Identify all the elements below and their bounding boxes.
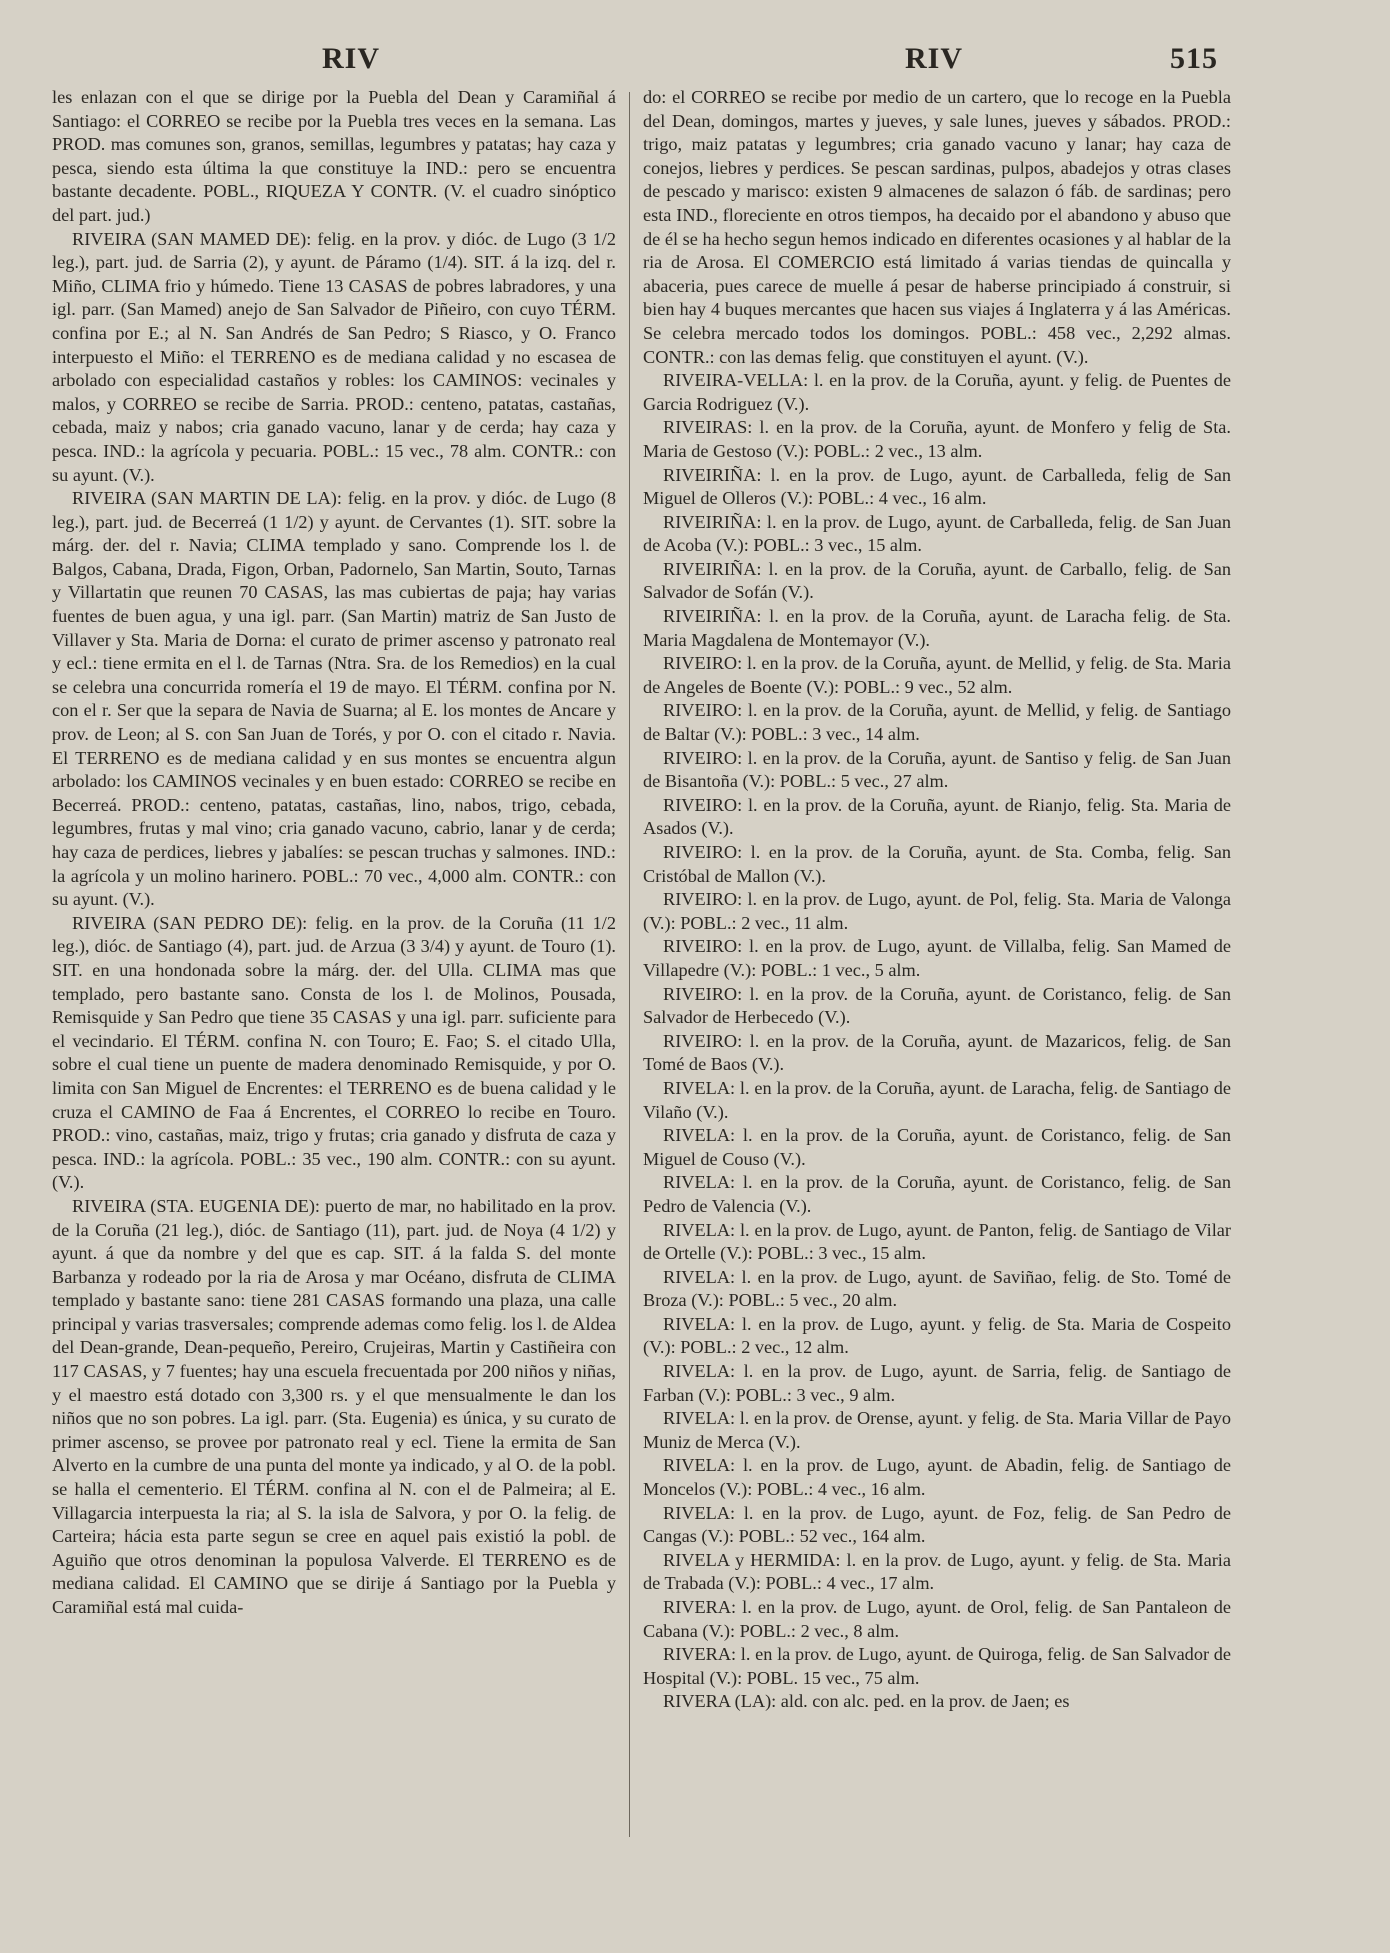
entry: RIVEIRO: l. en la prov. de Lugo, ayunt. de Villalba, felig. San Mamed de Villapedre (V.): POBL.: 1 vec., 5 alm.: [643, 936, 1231, 980]
entry: RIVERA: l. en la prov. de Lugo, ayunt. de Quiroga, felig. de San Salvador de Hospital (V.): POBL. 15 vec., 75 alm.: [643, 1644, 1231, 1688]
entry: RIVEIRA (SAN MAMED DE): felig. en la prov. y dióc. de Lugo (3 1/2 leg.), part. jud. de Sarria (2), y ayunt. de Páramo (1/4). SIT. á la izq. del r. Miño, CLIMA frio y húmedo. Tiene 13 CASAS de pobres labradores, y una igl. parr. (San Mamed) anejo de San Salvador de Piñeiro, con cuyo TÉRM. confina por E.; al N. San Andrés de San Pedro; S Riasco, y O. Franco interpuesto el Miño: el TERRENO es de mediana calidad y no escasea de arbolado con especialidad castaños y robles: los CAMINOS: vecinales y malos, y CORREO se recibe de Sarria. PROD.: centeno, patatas, castañas, cebada, maiz y nabos; cria ganado vacuno, lanar y de cerda; hay caza y pesca. IND.: la agrícola y pecuaria. POBL.: 15 vec., 78 alm. CONTR.: con su ayunt. (V.).: [52, 228, 616, 485]
entry: RIVELA: l. en la prov. de Lugo, ayunt. de Saviñao, felig. de Sto. Tomé de Broza (V.): POBL.: 5 vec., 20 alm.: [643, 1266, 1231, 1311]
entry: RIVEIRIÑA: l. en la prov. de la Coruña, ayunt. de Carballo, felig. de San Salvador de Sofán (V.).: [643, 558, 1231, 603]
entry: RIVEIRO: l. en la prov. de la Coruña, ayunt. de Mellid, y felig. de Santiago de Baltar (V.): POBL.: 3 vec., 14 alm.: [643, 700, 1231, 745]
entry: RIVEIRA (SAN MARTIN DE LA): felig. en la prov. y dióc. de Lugo (8 leg.), part. jud. de Becerreá (1 1/2) y ayunt. de Cervantes (1). SIT. sobre la márg. der. del r. Navia; CLIMA templado y sano. Comprende los l. de Balgos, Cabana, Drada, Figon, Orban, Padornelo, San Martin, Souto, Tarnas y Villartatin que reunen 70 CASAS, las mas cubiertas de paja; hay varias fuentes de buen agua, y una igl. parr. (San Martin) matriz de San Justo de Villaver y Sta. Maria de Dorna: el curato de primer ascenso y patronato real y ecl.: tiene ermita en el l. de Tarnas (Ntra. Sra. de los Remedios) en la cual se celebra una concurrida romería el 19 de mayo. El TÉRM. confina por N. con el r. Ser que la separa de Navia de Suarna; al E. los montes de Ancare y prov. de Leon; al S. con San Juan de Torés, y por O. con el citado r. Navia. El TERRENO es de mediana calidad y en sus montes se encuentra algun arbolado: los CAMINOS vecinales y en buen estado: CORREO se recibe en Becerreá. PROD.: centeno, patatas, castañas, lino, nabos, trigo, cebada, legumbres, frutas y mal vino; cria ganado vacuno, cabrio, lanar y de cerda; hay caza de perdices, liebres y jabalíes: se pescan truchas y salmones. IND.: la agrícola y un molino harinero. POBL.: 70 vec., 4,000 alm. CONTR.: con su ayunt. (V.).: [52, 488, 616, 910]
entry: RIVEIRO: l. en la prov. de la Coruña, ayunt. de Mellid, y felig. de Sta. Maria de Angeles de Boente (V.): POBL.: 9 vec., 52 alm.: [643, 653, 1231, 697]
entry: RIVEIRO: l. en la prov. de la Coruña, ayunt. de Sta. Comba, felig. San Cristóbal de Mallon (V.).: [643, 842, 1231, 886]
entry: RIVEIRA (SAN PEDRO DE): felig. en la prov. de la Coruña (11 1/2 leg.), dióc. de Santiago (4), part. jud. de Arzua (3 3/4) y ayunt. de Touro (1). SIT. en una hondonada sobre la márg. der. del Ulla. CLIMA mas que templado, pero bastante sano. Consta de los l. de Molinos, Pousada, Remisquide y San Pedro que tiene 35 CASAS y una igl. parr. suficiente para el vecindario. El TÉRM. confina N. con Touro; E. Fao; S. el citado Ulla, sobre el cual tiene un puente de madera denominado Remisquide, y por O. limita con San Miguel de Encrentes: el TERRENO es de buena calidad y le cruza el CAMINO de Faa á Encrentes, el CORREO lo recibe en Touro. PROD.: vino, castañas, maiz, trigo y frutas; cria ganado y disfruta de caza y pesca. IND.: la agrícola. POBL.: 35 vec., 190 alm. CONTR.: con su ayunt. (V.).: [52, 912, 616, 1193]
entry: RIVELA: l. en la prov. de Lugo, ayunt. de Foz, felig. de San Pedro de Cangas (V.): POBL.: 52 vec., 164 alm.: [643, 1502, 1231, 1547]
entry: RIVEIRO: l. en la prov. de la Coruña, ayunt. de Coristanco, felig. de San Salvador de Herbecedo (V.).: [643, 983, 1231, 1028]
entry: RIVELA: l. en la prov. de la Coruña, ayunt. de Laracha, felig. de Santiago de Vilaño (V.).: [643, 1077, 1231, 1122]
running-head-left: RIV: [322, 42, 381, 75]
entry: RIVELA: l. en la prov. de Lugo, ayunt. y felig. de Sta. Maria de Cospeito (V.): POBL.: 2 vec., 12 alm.: [643, 1313, 1231, 1358]
running-head: [0, 42, 1390, 82]
entry: RIVEIRO: l. en la prov. de la Coruña, ayunt. de Mazaricos, felig. de San Tomé de Baos (V.).: [643, 1030, 1231, 1075]
running-head-right: RIV: [905, 42, 964, 75]
entry: RIVELA: l. en la prov. de la Coruña, ayunt. de Coristanco, felig. de San Pedro de Valencia (V.).: [643, 1172, 1231, 1216]
entry: RIVEIRIÑA: l. en la prov. de Lugo, ayunt. de Carballeda, felig. de San Juan de Acoba (V.): POBL.: 3 vec., 15 alm.: [643, 511, 1231, 556]
entry: RIVELA: l. en la prov. de la Coruña, ayunt. de Coristanco, felig. de San Miguel de Couso (V.).: [643, 1125, 1231, 1169]
entry: RIVEIRO: l. en la prov. de la Coruña, ayunt. de Santiso y felig. de San Juan de Bisantoña (V.): POBL.: 5 vec., 27 alm.: [643, 747, 1231, 792]
left-column: [52, 86, 616, 1936]
entry: RIVEIRO: l. en la prov. de Lugo, ayunt. de Pol, felig. Sta. Maria de Valonga (V.): POBL.: 2 vec., 11 alm.: [643, 889, 1231, 933]
entry: RIVELA: l. en la prov. de Orense, ayunt. y felig. de Sta. Maria Villar de Payo Muniz de Merca (V.).: [643, 1408, 1231, 1452]
entry: RIVEIRO: l. en la prov. de la Coruña, ayunt. de Rianjo, felig. Sta. Maria de Asados (V.).: [643, 794, 1231, 839]
entry: RIVERA: l. en la prov. de Lugo, ayunt. de Orol, felig. de San Pantaleon de Cabana (V.): POBL.: 2 vec., 8 alm.: [643, 1597, 1231, 1641]
entry: RIVELA: l. en la prov. de Lugo, ayunt. de Abadin, felig. de Santiago de Moncelos (V.): POBL.: 4 vec., 16 alm.: [643, 1455, 1231, 1500]
entry: RIVEIRA-VELLA: l. en la prov. de la Coruña, ayunt. y felig. de Puentes de Garcia Rodriguez (V.).: [643, 370, 1231, 414]
entry: do: el CORREO se recibe por medio de un cartero, que lo recoge en la Puebla del Dean, domingos, martes y jueves, y sale lunes, jueves y sábados. PROD.: trigo, maiz patatas y legumbres; cria ganado vacuno y lanar; hay caza de conejos, liebres y perdices. Se pescan sardinas, pulpos, abadejos y otras clases de pescado y marisco: existen 9 almacenes de salazon ó fáb. de sardinas; pero esta IND., floreciente en otros tiempos, ha decaido por el abandono y abuso que de él se ha hecho segun hemos indicado en diferentes ocasiones y al hablar de la ria de Arosa. El COMERCIO está limitado á varias tiendas de quincalla y abaceria, pues carece de muelle á pesar de haberse principiado á construir, si bien hay 4 buques mercantes que hacen sus viajes á Inglaterra y á las Américas. Se celebra mercado todos los domingos. POBL.: 458 vec., 2,292 almas. CONTR.: con las demas felig. que constituyen el ayunt. (V.).: [643, 87, 1231, 367]
page-number: 515: [1170, 42, 1218, 75]
entry: RIVERA (LA): ald. con alc. ped. en la prov. de Jaen; es: [663, 1691, 1070, 1712]
entry: RIVELA: l. en la prov. de Lugo, ayunt. de Panton, felig. de Santiago de Vilar de Ortelle (V.): POBL.: 3 vec., 15 alm.: [643, 1219, 1231, 1264]
entry: les enlazan con el que se dirige por la Puebla del Dean y Caramiñal á Santiago: el CORREO se recibe por la Puebla tres veces en la semana. Las PROD. mas comunes son, granos, semillas, legumbres y patatas; hay caza y pesca, siendo esta última la que constituye la IND.: pero se encuentra bastante decadente. POBL., RIQUEZA Y CONTR. (V. el cuadro sinóptico del part. jud.): [52, 87, 616, 225]
entry: RIVEIRAS: l. en la prov. de la Coruña, ayunt. de Monfero y felig de Sta. Maria de Gestoso (V.): POBL.: 2 vec., 13 alm.: [643, 417, 1231, 461]
entry: RIVEIRIÑA: l. en la prov. de Lugo, ayunt. de Carballeda, felig de San Miguel de Olleros (V.): POBL.: 4 vec., 16 alm.: [643, 464, 1231, 509]
entry: RIVEIRA (STA. EUGENIA DE): puerto de mar, no habilitado en la prov. de la Coruña (21 leg.), dióc. de Santiago (11), part. jud. de Noya (4 1/2) y ayunt. á que da nombre y del que es cap. SIT. á la falda S. del monte Barbanza y rodeado por la ria de Arosa y mar Océano, disfruta de CLIMA templado y bastante sano: tiene 281 CASAS formando una plaza, una calle principal y varias trasversales; comprende ademas como felig. los l. de Aldea del Dean-grande, Dean-pequeño, Pereiro, Crujeiras, Martin y Castiñeira con 117 CASAS, y 7 fuentes; hay una escuela frecuentada por 200 niños y niñas, y el maestro está dotado con 3,300 rs. y el que mensualmente le dan los niños que no son pobres. La igl. parr. (Sta. Eugenia) es única, y su curato de primer ascenso, se provee por patronato real y ecl. Tiene la ermita de San Alverto en la cumbre de una punta del monte ya indicado, y al O. de la pobl. se halla el cementerio. El TÉRM. confina al N. con el de Palmeira; al E. Villagarcia interpuesta la ria; al S. la isla de Salvora, y por O. la felig. de Carteira; hácia esta parte segun se cree en aquel pais existió la pobl. de Aguiño que otros denominan la populosa Valverde. El TERRENO es de mediana calidad. El CAMINO que se dirije á Santiago por la Puebla y Caramiñal está mal cuida-: [52, 1195, 616, 1617]
column-divider: [629, 92, 630, 1837]
right-column: [643, 86, 1231, 1936]
entry: RIVEIRIÑA: l. en la prov. de la Coruña, ayunt. de Laracha felig. de Sta. Maria Magdalena de Montemayor (V.).: [643, 606, 1231, 650]
entry: RIVELA y HERMIDA: l. en la prov. de Lugo, ayunt. y felig. de Sta. Maria de Trabada (V.): POBL.: 4 vec., 17 alm.: [643, 1549, 1231, 1594]
entry: RIVELA: l. en la prov. de Lugo, ayunt. de Sarria, felig. de Santiago de Farban (V.): POBL.: 3 vec., 9 alm.: [643, 1361, 1231, 1405]
